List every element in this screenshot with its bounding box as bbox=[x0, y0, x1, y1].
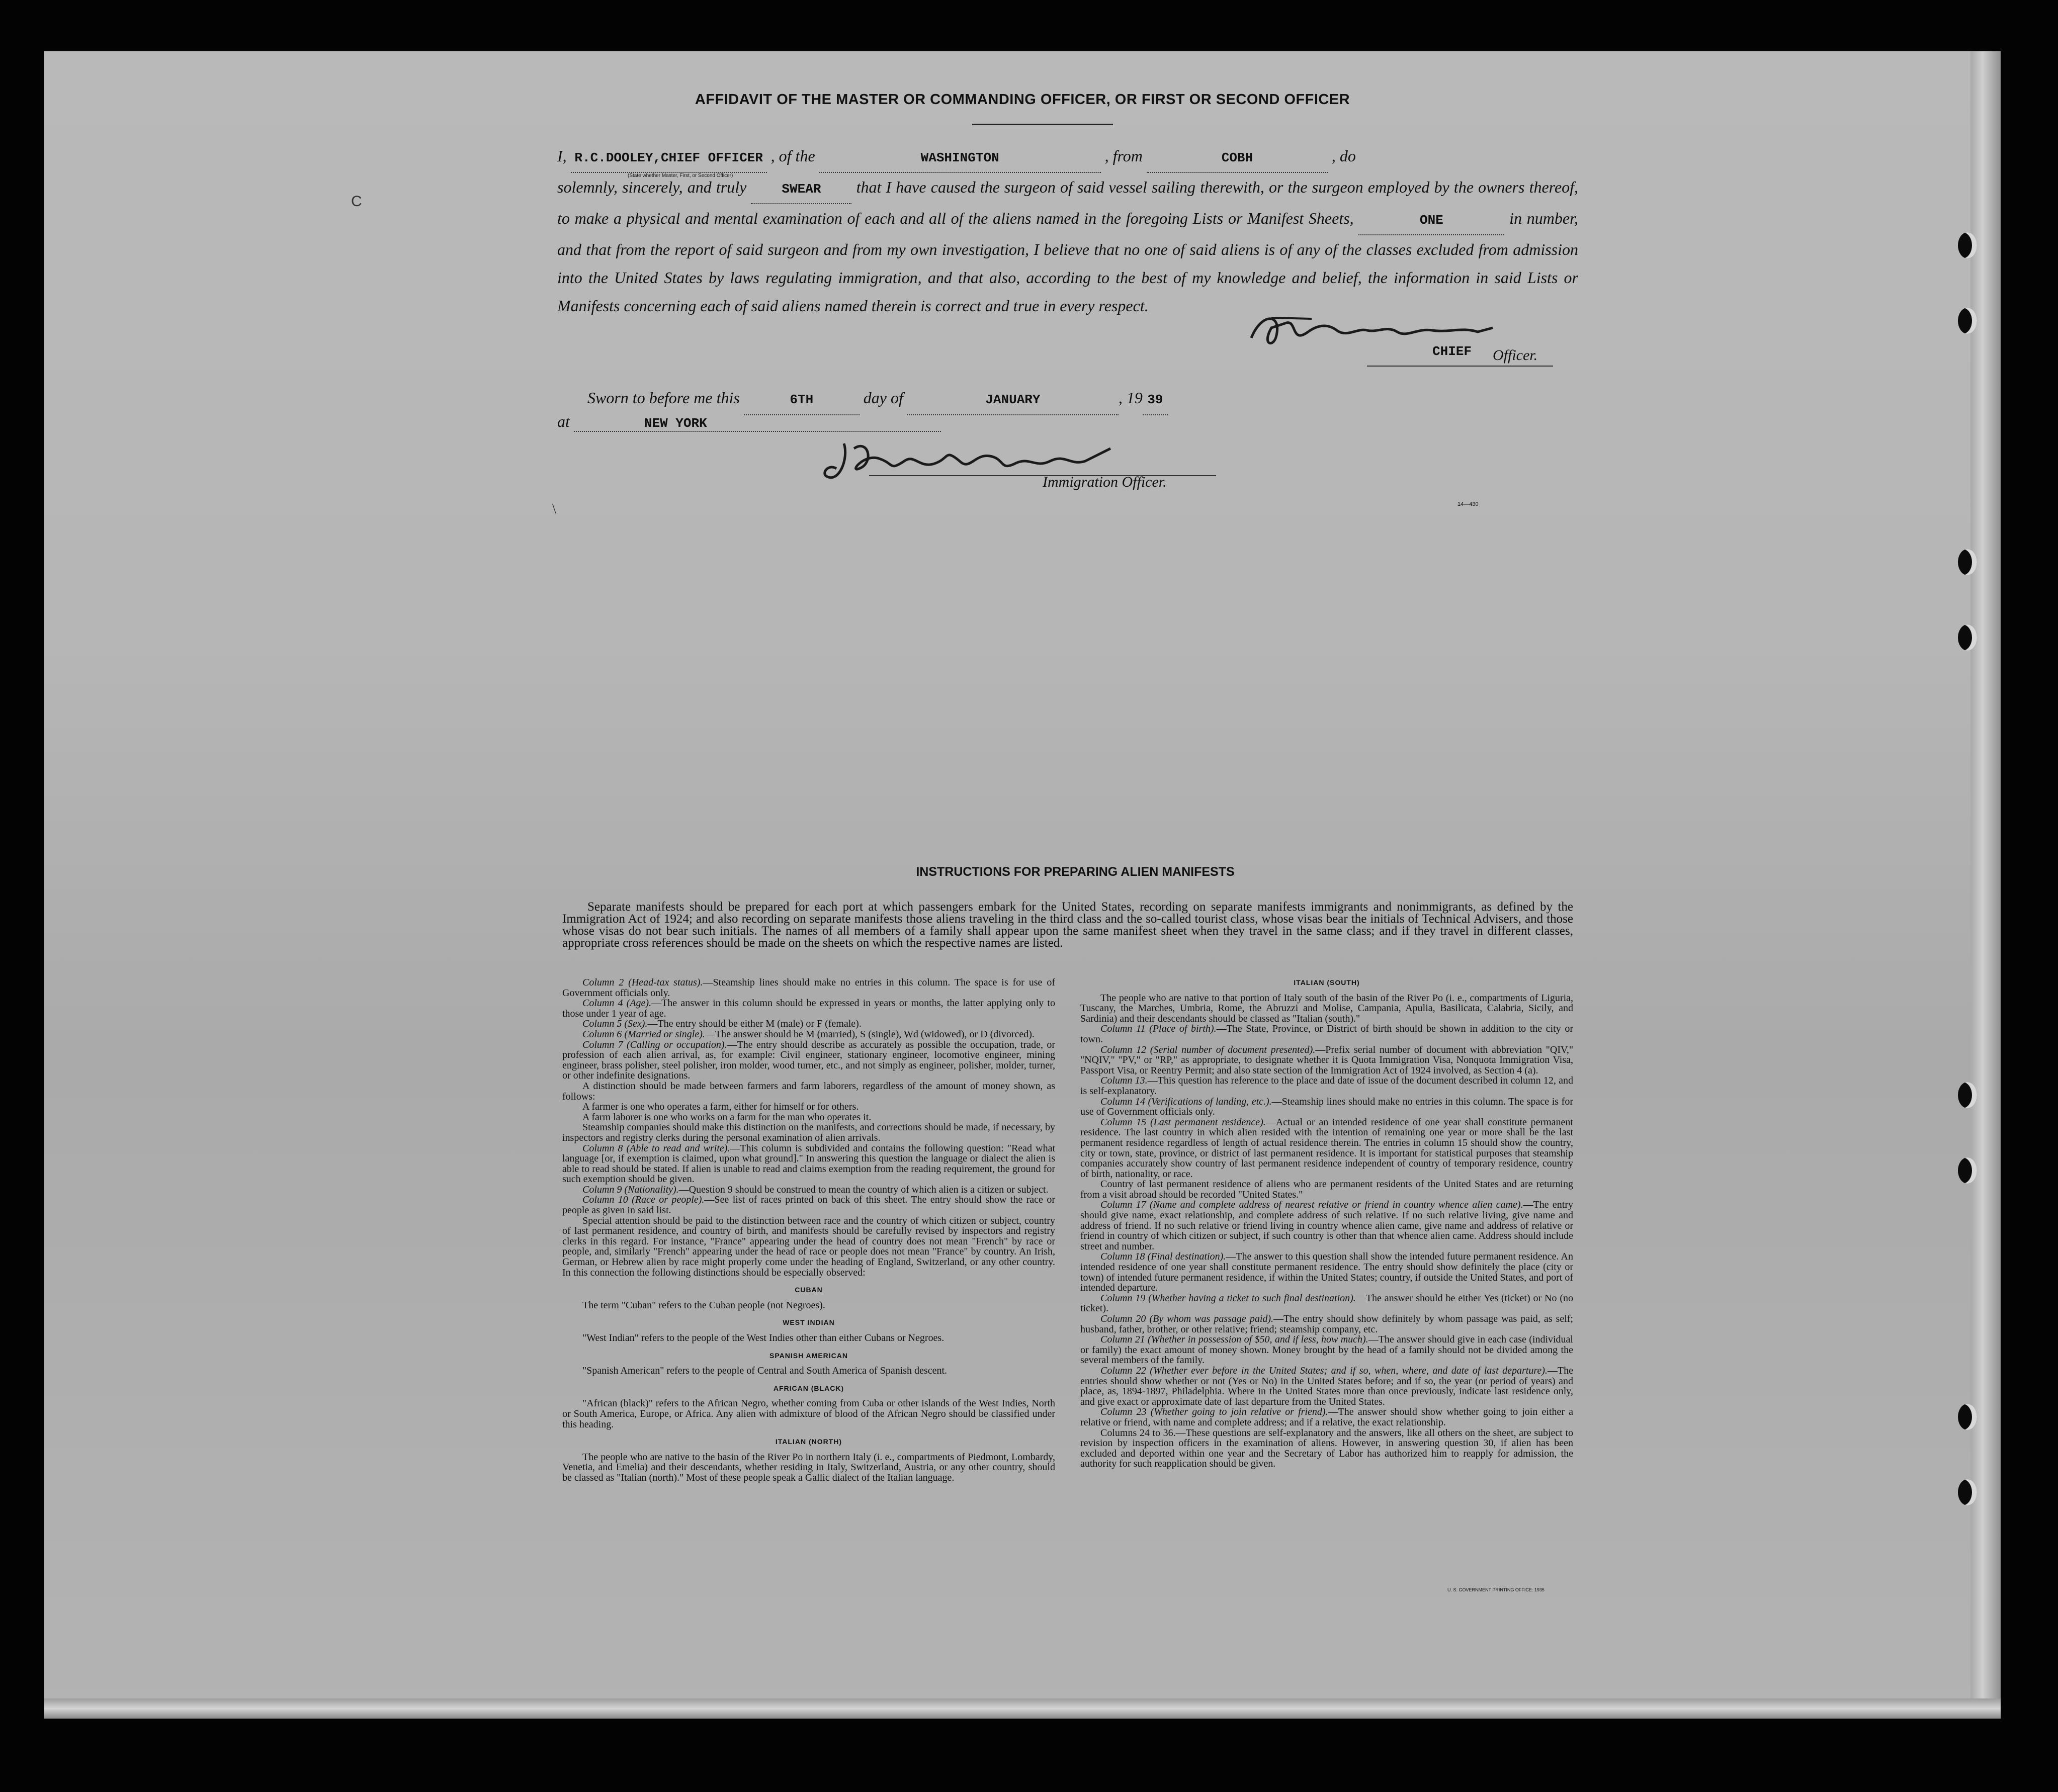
stray-mark: C bbox=[351, 193, 362, 210]
title-rule bbox=[972, 124, 1113, 125]
place-field: NEW YORK bbox=[574, 416, 941, 432]
african-paragraph: "African (black)" refers to the African Negro, whether coming from Cuba or other islands of the West Indies, North or South America, Europe, or Africa. Any alien with admixture of blood of the African Negro should be classified under this heading. bbox=[562, 1398, 1055, 1430]
column-2-instruction: Column 2 (Head-tax status).—Steamship lines should make no entries in this column. The space is for use of Government officials only. bbox=[562, 977, 1055, 999]
farmer-paragraph: A distinction should be made between farmers and farm laborers, regardless of the amount of money shown, as follows: bbox=[562, 1080, 1055, 1102]
page-edge-right bbox=[1970, 51, 2001, 1719]
tick-mark: \ bbox=[552, 501, 556, 517]
column-11-instruction: Column 11 (Place of birth).—The State, Province, or District of birth should be shown in addition to the city or town. bbox=[1080, 1023, 1574, 1045]
instructions-title: INSTRUCTIONS FOR PREPARING ALIEN MANIFESTS bbox=[916, 865, 1235, 879]
column-17-instruction: Column 17 (Name and complete address of nearest relative or friend in country whence alien came).—The entry should give name, exact relationship, and complete address of such relative. If no such relative living, give name and address of friend. If no such relative or friend living in country whence alien came, give name and address of relative or friend in country of which citizen or subject, if such country is other than that whence alien came. Address should include street and number. bbox=[1080, 1199, 1574, 1252]
special-attention-paragraph: Special attention should be paid to the distinction between race and the country of which citizen or subject, country of last permanent residence, and country of birth, and manifests should be carefully revised by inspectors and registry clerks in this regard. For instance, "France" appearing under the head of country does not mean "French" by race or people, and, similarly "French" appearing under the head of race or people does not mean "France" by country. An Irish, German, or Hebrew alien by race might properly come under the heading of England, Switzerland, or any other country. In this connection the following distinctions should be especially observed: bbox=[562, 1215, 1055, 1278]
text-i: I, bbox=[557, 147, 567, 165]
text-day-of: day of bbox=[863, 389, 903, 407]
column-7-instruction: Column 7 (Calling or occupation).—The entry should describe as accurately as possible the occupation, trade, or profession of each alien arrival, as, for example: Civil engineer, stationary engineer, locomotive engineer, mining engineer, brass polisher, steel polisher, iron molder, wood turner, etc., and not simply as engineer, polisher, molder, turner, or other indefinite designations. bbox=[562, 1039, 1055, 1082]
binder-hole-icon bbox=[1958, 1157, 1977, 1184]
heading-italian-south: ITALIAN (SOUTH) bbox=[1294, 978, 1360, 987]
farmer-paragraph: A farmer is one who operates a farm, either for himself or for others. bbox=[582, 1101, 859, 1113]
column-19-instruction: Column 19 (Whether having a ticket to such final destination).—The answer should be either Yes (ticket) or No (no ticket). bbox=[1080, 1292, 1573, 1314]
immigration-officer-label: Immigration Officer. bbox=[1043, 474, 1167, 490]
page-edge-bottom bbox=[44, 1698, 2001, 1719]
affidavit-title: AFFIDAVIT OF THE MASTER OR COMMANDING OFFICER, OR FIRST OR SECOND OFFICER bbox=[695, 92, 1350, 108]
column-23-instruction: Column 23 (Whether going to join relative or friend).—The answer should show whether going to join either a relative or friend, with name and complete address; and if a relative, the exact relationship. bbox=[1080, 1406, 1573, 1428]
column-22-instruction: Column 22 (Whether ever before in the United States; and if so, when, where, and date of last departure).—The entries should show whether or not (Yes or No) in the United States before; and if so, the year (or period of years) and place, as, 1894-1897, Philadelphia. Where in the United States more than once previously, indicate last residence only, and give exact or approximate date of last departure from the United States. bbox=[1080, 1365, 1573, 1407]
binder-hole-icon bbox=[1958, 549, 1977, 575]
text-at: at bbox=[557, 412, 570, 430]
spanish-american-paragraph: "Spanish American" refers to the people of Central and South America of Spanish descent. bbox=[582, 1365, 948, 1377]
form-number: 14—430 bbox=[1457, 501, 1479, 507]
vessel-name-field: WASHINGTON bbox=[819, 144, 1101, 173]
binder-hole-icon bbox=[1958, 232, 1977, 258]
manifest-sheet bbox=[44, 51, 2001, 1719]
text-of-the: , of the bbox=[770, 147, 815, 165]
year-field: 39 bbox=[1143, 385, 1168, 415]
column-21-instruction: Column 21 (Whether in possession of $50, and if less, how much).—The answer should give in each case (individual or family) the exact amount of money shown. Money brought by the head of a family should not be divided among the several members of the family. bbox=[1080, 1334, 1573, 1366]
officer-suffix: Officer. bbox=[1493, 347, 1538, 364]
month-field: JANUARY bbox=[907, 385, 1119, 415]
printer-imprint: U. S. GOVERNMENT PRINTING OFFICE: 1935 bbox=[1447, 1587, 1545, 1592]
column-8-instruction: Column 8 (Able to read and write).—This column is subdivided and contains the following question: "Read what language [or, if exemption is claimed, upon what ground]." In answering this question the language or dialect the alien is able to read should be stated. If alien is unable to read and claims exemption from the reading requirement, the ground for such exemption should be given. bbox=[562, 1142, 1056, 1185]
heading-west-indian: WEST INDIAN bbox=[783, 1318, 835, 1327]
west-indian-paragraph: "West Indian" refers to the people of the West Indies other than either Cubans or Negroes. bbox=[582, 1332, 945, 1343]
affidavit-body bbox=[557, 142, 1578, 320]
instructions-right-column bbox=[1080, 977, 1573, 1469]
farmer-paragraph: Steamship companies should make this distinction on the manifests, and corrections should be made, if necessary, by inspectors and registry clerks during the personal examination of alien arrivals. bbox=[562, 1122, 1055, 1143]
heading-spanish-american: SPANISH AMERICAN bbox=[769, 1351, 848, 1360]
officer-rank: CHIEF bbox=[1432, 344, 1472, 359]
heading-italian-north: ITALIAN (NORTH) bbox=[775, 1438, 842, 1446]
binder-hole-icon bbox=[1958, 1082, 1977, 1108]
sworn-line bbox=[587, 383, 1442, 415]
year-prefix: , 19 bbox=[1118, 389, 1143, 407]
oath-field: SWEAR bbox=[751, 175, 851, 204]
instructions-left-column bbox=[562, 977, 1055, 1483]
column-4-instruction: Column 4 (Age).—The answer in this column should be expressed in years or months, the latter applying only to those under 1 year of age. bbox=[562, 998, 1055, 1019]
place-line bbox=[557, 412, 1161, 432]
columns-24-36-instruction: Columns 24 to 36.—These questions are self-explanatory and the answers, like all others on the sheet, are subject to revision by inspection officers in the examination of aliens. However, in answering question 30, if alien has been excluded and deported within one year and the Secretary of Labor has authorized him to reapply for admission, the authority for such reapplication should be given. bbox=[1080, 1427, 1573, 1470]
column-20-instruction: Column 20 (By whom was passage paid).—The entry should show definitely by whom passage was paid, as self; husband, father, brother, or other relative; friend; steamship company, etc. bbox=[1080, 1313, 1573, 1335]
column-9-instruction: Column 9 (Nationality).—Question 9 should be construed to mean the country of which alien is a citizen or subject. bbox=[582, 1184, 1049, 1195]
instructions-intro: Separate manifests should be prepared for each port at which passengers embark for the United States, recording on separate manifests immigrants and nonimmigrants, as defined by the Immigration Act of 1924; and also recording on separate manifests those aliens traveling in the third class and the so-called tourist class, whose visas bear the initials of Technical Advisers, and those whose visas do not bear such initials. The names of all members of a family shall appear upon the same manifest sheet when they travel in the same class; and if they travel in different classes, appropriate cross references should be made on the sheets on which the respective names are listed. bbox=[562, 900, 1573, 950]
affidavit-text-1: that I have caused the surgeon of said vessel sailing therewith, or the surgeon employed by the owners thereof, to make a physical and mental examination of each and all of the aliens named in the foregoing Lists or Manifest Sheets, bbox=[557, 178, 1579, 227]
binder-hole-icon bbox=[1958, 308, 1977, 334]
affidavit-text-2: in number, and that from the report of said surgeon and from my own investigation, I believe that no one of said aliens is of any of the classes excluded from admission into the United States by laws regulating immigration, and that also, according to the best of my knowledge and belief, the information in said Lists or Manifests concerning each of said aliens named therein is correct and true in every respect. bbox=[557, 209, 1579, 315]
column-13-instruction: Column 13.—This question has reference to the place and date of issue of the document described in column 12, and is self-explanatory. bbox=[1080, 1075, 1573, 1097]
country-residence-paragraph: Country of last permanent residence of aliens who are permanent residents of the United States and are returning from a visit abroad should be recorded "United States." bbox=[1080, 1179, 1573, 1200]
column-6-instruction: Column 6 (Married or single).—The answer should be M (married), S (single), Wd (widowed), or D (divorced). bbox=[582, 1028, 1035, 1040]
text-do: , do bbox=[1331, 147, 1356, 165]
heading-cuban: CUBAN bbox=[795, 1286, 823, 1294]
column-12-instruction: Column 12 (Serial number of document presented).—Prefix serial number of document with abbreviation "QIV," "NQIV," "PV," or "RP," as appropriate, to designate whether it is Quota Immigration Visa, Nonquota Immigration Visa, Passport Visa, or Reentry Permit; and also state section of the Immigration Act of 1924 involved, as Section 4 (a). bbox=[1080, 1044, 1574, 1076]
sworn-prefix: Sworn to before me this bbox=[587, 389, 740, 407]
column-10-instruction: Column 10 (Race or people).—See list of races printed on back of this sheet. The entry should show the race or people as given in said list. bbox=[562, 1194, 1055, 1216]
port-field: COBH bbox=[1147, 144, 1328, 173]
italian-north-paragraph: The people who are native to the basin of the River Po in northern Italy (i. e., compartments of Piedmont, Lombardy, Venetia, and Emelia) and their descendants, whether residing in Italy, Switzerland, Austria, or any other country, should be classed as "Italian (north)." Most of these people speak a Gallic dialect of the Italian language. bbox=[562, 1451, 1055, 1483]
italian-south-paragraph: The people who are native to that portion of Italy south of the basin of the River Po (i. e., compartments of Liguria, Tuscany, the Marches, Umbria, Rome, the Abruzzi and Molise, Campania, Apulia, Basilicata, Calabria, Sicily, and Sardinia) and their descendants should be classed as "Italian (south)." bbox=[1080, 992, 1573, 1024]
sheets-count-field: ONE bbox=[1358, 206, 1504, 235]
officer-name-field: R.C.DOOLEY,CHIEF OFFICER bbox=[571, 144, 767, 173]
column-5-instruction: Column 5 (Sex).—The entry should be either M (male) or F (female). bbox=[582, 1018, 862, 1030]
cuban-paragraph: The term "Cuban" refers to the Cuban people (not Negroes). bbox=[582, 1299, 825, 1311]
column-15-instruction: Column 15 (Last permanent residence).—Actual or an intended residence of one year shall constitute permanent residence. The last country in which alien resided with the intention of remaining one year or more shall be the last permanent residence regardless of length of actual residence therein. The entries in column 15 should show the country, city or town, state, province, or district of last permanent residence. It is important for statistical purposes that steamship companies accurately show country of last permanent residence independent of country of temporary residence, country of birth, nationality, or race. bbox=[1080, 1116, 1573, 1180]
binder-hole-icon bbox=[1958, 1404, 1977, 1430]
day-field: 6TH bbox=[744, 385, 860, 415]
officer-caption: (State whether Master, First, or Second Officer) bbox=[628, 173, 733, 178]
text-from: , from bbox=[1104, 147, 1143, 165]
column-14-instruction: Column 14 (Verifications of landing, etc.).—Steamship lines should make no entries in this column. The space is for use of Government officials only. bbox=[1080, 1096, 1573, 1118]
farmer-paragraph: A farm laborer is one who works on a farm for the man who operates it. bbox=[582, 1111, 872, 1123]
officer-signature-line bbox=[1367, 366, 1553, 367]
binder-hole-icon bbox=[1958, 1479, 1977, 1505]
binder-hole-icon bbox=[1958, 624, 1977, 651]
text-solemnly: solemnly, sincerely, and truly bbox=[557, 178, 747, 196]
heading-african: AFRICAN (BLACK) bbox=[773, 1384, 844, 1392]
column-18-instruction: Column 18 (Final destination).—The answer to this question shall show the intended future permanent residence. An intended residence of one year shall constitute permanent residence. The entry should show definitely the place (city or town) of intended future permanent residence, if within the United States; country, if outside the United States, and port of intended departure. bbox=[1080, 1251, 1573, 1294]
